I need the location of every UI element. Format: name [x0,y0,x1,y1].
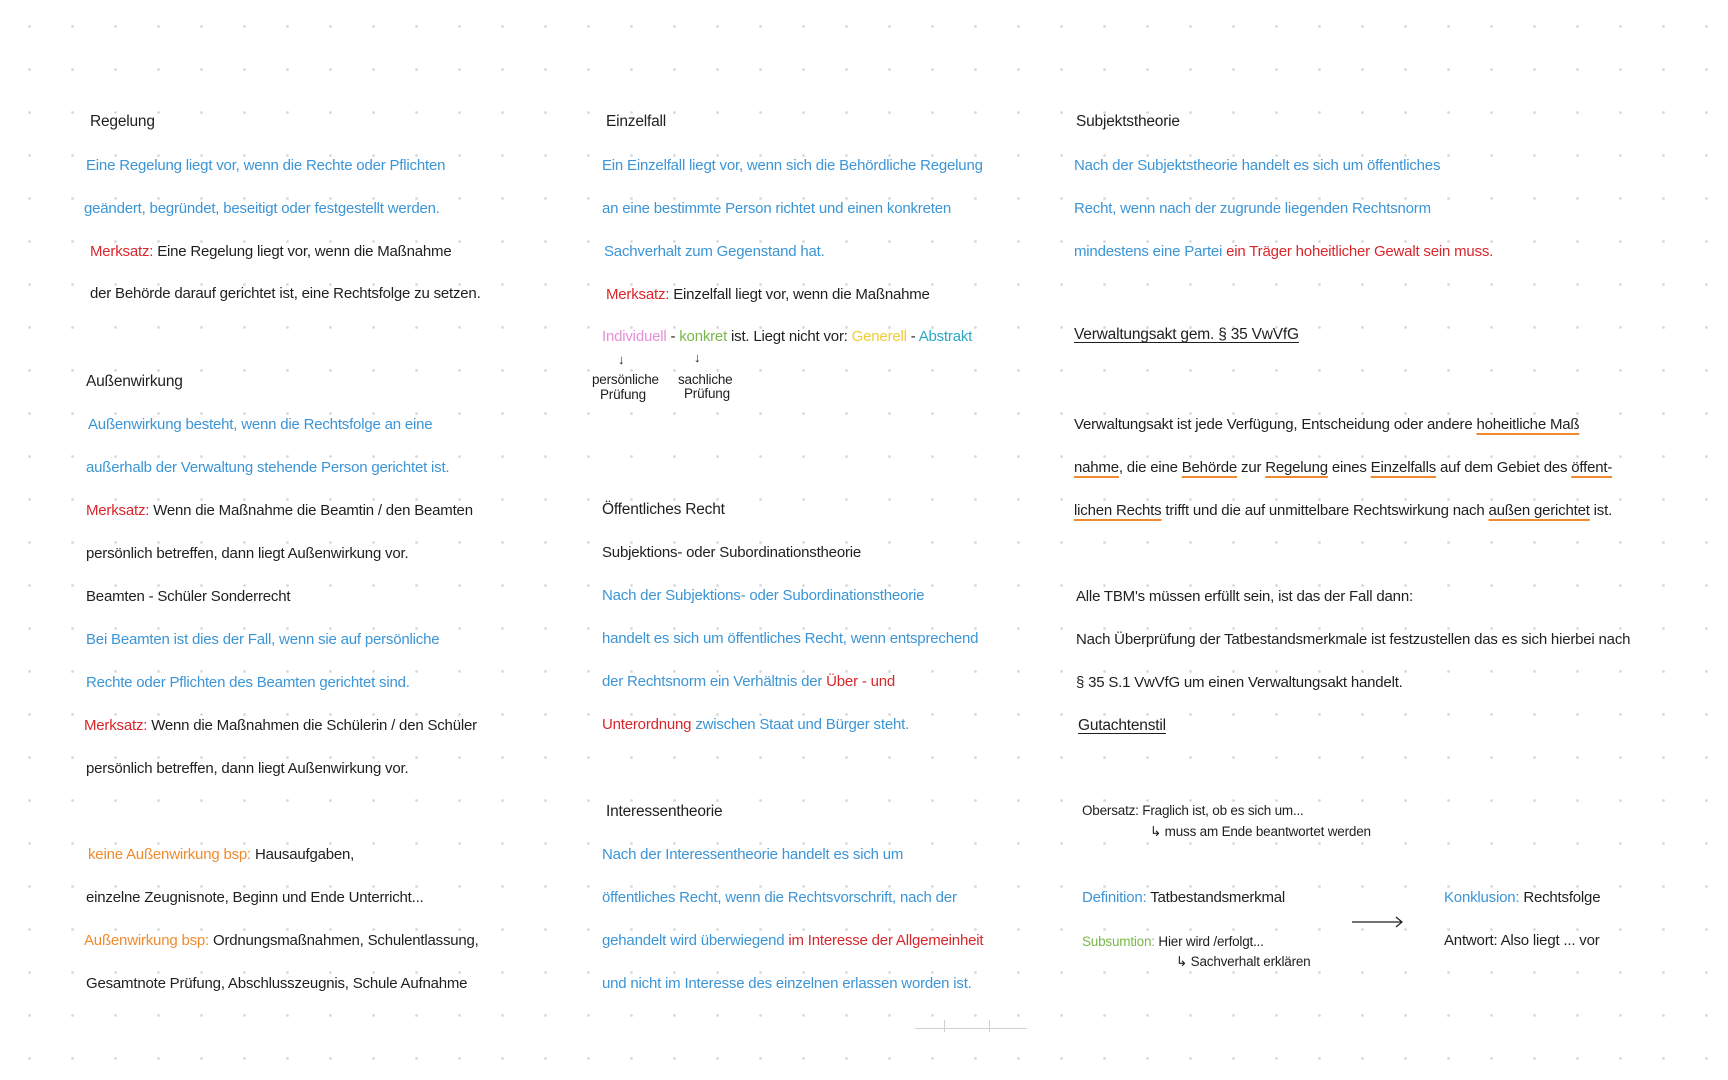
beamten-definition-line-1: Bei Beamten ist dies der Fall, wenn sie auf persönliche [86,631,440,648]
aussenwirkung-beispiel-line-2: Gesamtnote Prüfung, Abschlusszeugnis, Schule Aufnahme [86,975,468,992]
merksatz-text: Eine Regelung liegt vor, wenn die Maßnahme [157,243,452,260]
tbm-line-3: § 35 S.1 VwVfG um einen Verwaltungsakt handelt. [1076,674,1403,691]
einzelfall-heading: Einzelfall [606,113,667,130]
persoenliche-pruefung-label: Prüfung [600,387,646,402]
keine-aussenwirkung-line-2: einzelne Zeugnisnote, Beginn und Ende Unterricht... [86,889,424,906]
regelung-definition-line-1: Eine Regelung liegt vor, wenn die Rechte oder Pflichten [86,157,446,174]
definition-line [1082,888,1285,908]
definition-label: Definition: [1082,889,1147,906]
subsumtion-label: Subsumtion: [1082,934,1155,949]
verwaltungsakt-definition-line-3: lichen Rechts trifft und die auf unmittelbare Rechtswirkung nach außen gerichtet ist. [1074,502,1613,519]
aussenwirkung-beispiel-line-1 [84,931,479,951]
beamten-schueler-sonderrecht: Beamten - Schüler Sonderrecht [86,588,291,605]
obersatz-label: Obersatz: [1082,803,1139,818]
page-divider [915,1028,1027,1029]
page-divider-tick [989,1020,990,1032]
keine-aussenwirkung-line-1 [88,845,354,865]
interessentheorie-line-1: Nach der Interessentheorie handelt es sich um [602,846,904,863]
subjektstheorie-heading: Subjektstheorie [1076,113,1180,130]
subsumtion-text: Hier wird /erfolgt... [1158,934,1264,949]
tbm-line-1: Alle TBM's müssen erfüllt sein, ist das der Fall dann: [1076,588,1413,605]
interessentheorie-line-4: und nicht im Interesse des einzelnen erlassen worden ist. [602,975,972,992]
einzelfall-definition-line-2: an eine bestimmte Person richtet und einen konkreten [602,200,951,217]
merksatz-label: Merksatz: [606,286,670,303]
definition-text: Tatbestandsmerkmal [1150,889,1286,906]
arrow-down-icon: ↓ [694,350,701,365]
verwaltungsakt-definition-line-2: nahme, die eine Behörde zur Regelung eines Einzelfalls auf dem Gebiet des öffent- [1074,459,1613,476]
merksatz-label: Merksatz: [86,502,150,519]
subjektstheorie-line-3: mindestens eine Partei ein Träger hoheitlicher Gewalt sein muss. [1074,243,1494,260]
subjektionstheorie-line-3: der Rechtsnorm ein Verhältnis der Über - und [602,673,896,690]
einzelfall-merksatz [606,285,930,305]
arrow-down-icon: ↓ [618,352,625,367]
regelung-heading: Regelung [90,113,155,130]
subjektionstheorie-line-4: Unterordnung zwischen Staat und Bürger steht. [602,716,910,733]
page-divider-tick [944,1020,945,1032]
einzelfall-definition-line-1: Ein Einzelfall liegt vor, wenn sich die Behördliche Regelung [602,157,983,174]
interessentheorie-heading: Interessentheorie [606,803,723,820]
merksatz-label: Merksatz: [90,243,154,260]
right-arrow-icon [1352,912,1406,932]
verwaltungsakt-definition-line-1: Verwaltungsakt ist jede Verfügung, Entscheidung oder andere hoheitliche Maß [1074,416,1580,433]
regelung-merksatz-line-2: der Behörde darauf gerichtet ist, eine Rechtsfolge zu setzen. [90,285,481,302]
sachliche-pruefung-label: Prüfung [684,386,730,401]
konklusion-text: Rechtsfolge [1523,889,1601,906]
gutachtenstil-heading: Gutachtenstil [1078,717,1166,734]
interessentheorie-line-2: öffentliches Recht, wenn die Rechtsvorschrift, nach der [602,889,957,906]
konklusion-line [1444,888,1600,908]
einzelfall-definition-line-3: Sachverhalt zum Gegenstand hat. [604,243,825,260]
generell-label: Generell [851,328,907,345]
verwaltungsakt-heading: Verwaltungsakt gem. § 35 VwVfG [1074,326,1299,343]
interessentheorie-line-3: gehandelt wird überwiegend im Interesse der Allgemeinheit [602,932,984,949]
subsumtion-sub-line: ↳ Sachverhalt erklären [1176,954,1311,969]
aussenwirkung-definition-line-2: außerhalb der Verwaltung stehende Person gerichtet ist. [86,459,450,476]
keine-aussenwirkung-text: Hausaufgaben, [254,846,355,863]
merksatz-text: Einzelfall liegt vor, wenn die Maßnahme [673,286,930,303]
merksatz-text: Wenn die Maßnahme die Beamtin / den Beamten [153,502,473,519]
antwort-text: Also liegt ... vor [1500,932,1600,949]
subjektstheorie-line-1: Nach der Subjektstheorie handelt es sich um öffentliches [1074,157,1441,174]
abstrakt-label: Abstrakt [918,328,973,345]
antwort-line [1444,931,1600,951]
obersatz-text: Fraglich ist, ob es sich um... [1142,803,1304,818]
schueler-merksatz-line-2: persönlich betreffen, dann liegt Außenwirkung vor. [86,760,409,777]
subjektionstheorie-line-2: handelt es sich um öffentliches Recht, wenn entsprechend [602,630,979,647]
persoenliche-label: persönliche [592,372,659,387]
regelung-definition-line-2: geändert, begründet, beseitigt oder festgestellt werden. [84,200,440,217]
antwort-label: Antwort: [1444,932,1498,949]
merksatz-text: Wenn die Maßnahmen die Schülerin / den Schüler [151,717,477,734]
regelung-merksatz-line-1 [90,242,451,262]
konklusion-label: Konklusion: [1444,889,1520,906]
tbm-line-2: Nach Überprüfung der Tatbestandsmerkmale ist festzustellen das es sich hierbei nach [1076,631,1631,648]
aussenwirkung-merksatz-line-2: persönlich betreffen, dann liegt Außenwirkung vor. [86,545,409,562]
liegt-nicht-vor: ist. Liegt nicht vor: [731,328,848,345]
obersatz-sub-line: ↳ muss am Ende beantwortet werden [1150,824,1371,839]
obersatz-line [1082,803,1304,819]
sachliche-label: sachliche [678,372,733,387]
oeffentliches-recht-heading: Öffentliches Recht [602,501,725,518]
subjektstheorie-line-2: Recht, wenn nach der zugrunde liegenden Rechtsnorm [1074,200,1431,217]
aussenwirkung-beispiel-text: Ordnungsmaßnahmen, Schulentlassung, [212,932,479,949]
konkret-label: konkret [679,328,728,345]
aussenwirkung-definition-line-1: Außenwirkung besteht, wenn die Rechtsfolge an eine [88,416,433,433]
aussenwirkung-beispiel-label: Außenwirkung bsp: [84,932,210,949]
individuell-label: Individuell [602,328,667,345]
einzelfall-kriterien: Individuell - konkret ist. Liegt nicht vor: Generell - Abstrakt [602,328,973,345]
aussenwirkung-heading: Außenwirkung [86,373,183,390]
schueler-merksatz-line-1 [84,716,477,736]
subjektionstheorie-line-1: Nach der Subjektions- oder Subordinationstheorie [602,587,925,604]
subjektionstheorie-heading: Subjektions- oder Subordinationstheorie [602,544,862,561]
subsumtion-line [1082,934,1264,950]
aussenwirkung-merksatz-line-1 [86,501,473,521]
merksatz-label: Merksatz: [84,717,148,734]
beamten-definition-line-2: Rechte oder Pflichten des Beamten gerichtet sind. [86,674,410,691]
keine-aussenwirkung-label: keine Außenwirkung bsp: [88,846,252,863]
